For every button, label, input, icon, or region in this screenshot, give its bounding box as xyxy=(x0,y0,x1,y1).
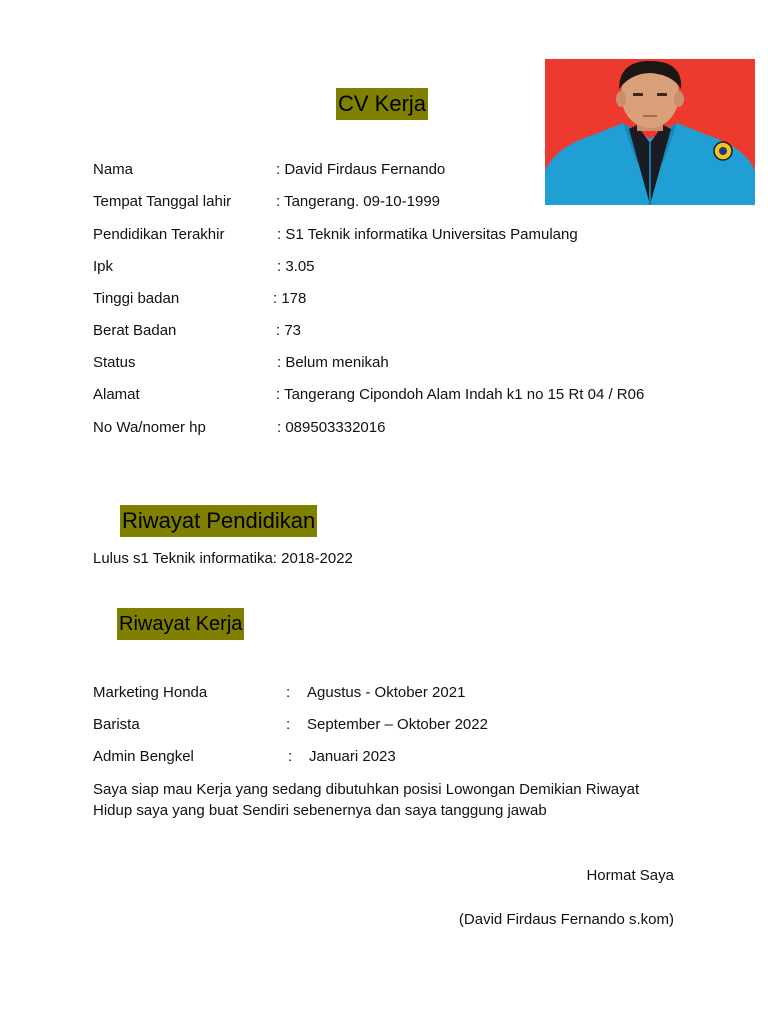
profile-label-weight: Berat Badan xyxy=(93,322,177,339)
profile-label-birth: Tempat Tanggal lahir xyxy=(93,193,232,210)
profile-label-nama: Nama xyxy=(93,161,134,178)
work-label-3: Admin Bengkel xyxy=(93,748,194,765)
profile-value-weight: : 73 xyxy=(276,322,302,339)
profile-value-address: : Tangerang Cipondoh Alam Indah k1 no 15 Rt 04 / R06 xyxy=(276,386,645,403)
profile-photo xyxy=(545,59,755,205)
signature-name: (David Firdaus Fernando s.kom) xyxy=(458,911,674,928)
work-label-1: Marketing Honda xyxy=(93,684,208,701)
profile-label-height: Tinggi badan xyxy=(93,290,180,307)
work-colon-3: : xyxy=(288,748,293,765)
work-period-2: September – Oktober 2022 xyxy=(307,716,488,733)
work-period-1: Agustus - Oktober 2021 xyxy=(307,684,466,701)
profile-value-ipk: : 3.05 xyxy=(277,258,315,275)
page-title: CV Kerja xyxy=(336,88,428,120)
profile-value-phone: : 089503332016 xyxy=(277,419,386,436)
profile-label-address: Alamat xyxy=(93,386,140,403)
statement-paragraph: Saya siap mau Kerja yang sedang dibutuhkan posisi Lowongan Demikian Riwayat Hidup saya yang buat Sendiri sebenernya dan saya tanggung jawab xyxy=(93,781,640,819)
work-period-3: Januari 2023 xyxy=(309,748,396,765)
work-heading: Riwayat Kerja xyxy=(117,608,244,640)
profile-label-ipk: Ipk xyxy=(93,258,114,275)
work-label-2: Barista xyxy=(93,716,140,733)
education-text: Lulus s1 Teknik informatika: 2018-2022 xyxy=(93,550,353,567)
profile-label-status: Status xyxy=(93,354,136,371)
profile-value-education: : S1 Teknik informatika Universitas Pamulang xyxy=(277,226,578,243)
education-heading: Riwayat Pendidikan xyxy=(120,505,317,537)
work-colon-2: : xyxy=(286,716,291,733)
work-colon-1: : xyxy=(286,684,291,701)
profile-value-birth: : Tangerang. 09-10-1999 xyxy=(276,193,441,210)
closing-text: Hormat Saya xyxy=(586,867,674,884)
profile-value-height: : 178 xyxy=(273,290,307,307)
profile-label-phone: No Wa/nomer hp xyxy=(93,419,206,436)
profile-value-status: : Belum menikah xyxy=(277,354,389,371)
profile-value-nama: : David Firdaus Fernando xyxy=(276,161,446,178)
profile-label-education: Pendidikan Terakhir xyxy=(93,226,225,243)
